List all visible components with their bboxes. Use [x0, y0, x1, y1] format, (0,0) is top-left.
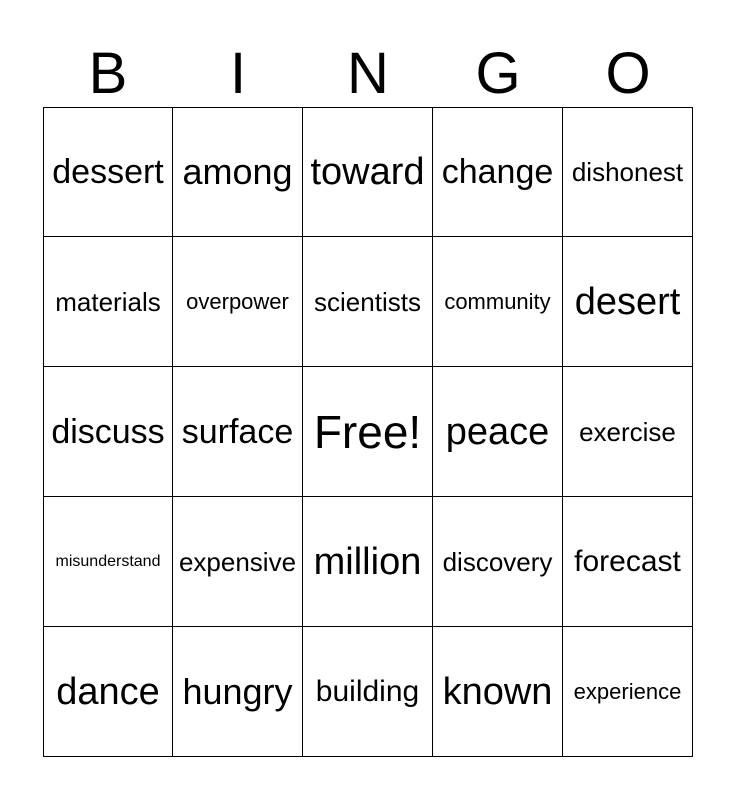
bingo-cell: materials	[43, 237, 173, 367]
bingo-cell: dessert	[43, 107, 173, 237]
bingo-cell: discuss	[43, 367, 173, 497]
bingo-cell: scientists	[303, 237, 433, 367]
bingo-cell: misunderstand	[43, 497, 173, 627]
bingo-cell: surface	[173, 367, 303, 497]
bingo-cell: community	[433, 237, 563, 367]
bingo-board	[43, 107, 693, 757]
bingo-cell: toward	[303, 107, 433, 237]
bingo-cell: forecast	[563, 497, 693, 627]
header-letter-b: B	[88, 41, 128, 106]
bingo-cell: discovery	[433, 497, 563, 627]
bingo-cell: hungry	[173, 627, 303, 757]
bingo-cell: million	[303, 497, 433, 627]
bingo-cell: dance	[43, 627, 173, 757]
bingo-cell: experience	[563, 627, 693, 757]
header-letter-i: I	[229, 41, 247, 106]
bingo-cell: change	[433, 107, 563, 237]
bingo-free-space: Free!	[303, 367, 433, 497]
header-letter-n: N	[347, 41, 389, 106]
bingo-cell: dishonest	[563, 107, 693, 237]
header-letter-o: O	[605, 41, 651, 106]
bingo-cell: building	[303, 627, 433, 757]
bingo-cell: expensive	[173, 497, 303, 627]
header-letter-g: G	[475, 41, 521, 106]
bingo-cell: overpower	[173, 237, 303, 367]
bingo-cell: known	[433, 627, 563, 757]
bingo-header	[43, 40, 693, 108]
bingo-cell: desert	[563, 237, 693, 367]
bingo-cell: among	[173, 107, 303, 237]
bingo-cell: exercise	[563, 367, 693, 497]
bingo-cell: peace	[433, 367, 563, 497]
